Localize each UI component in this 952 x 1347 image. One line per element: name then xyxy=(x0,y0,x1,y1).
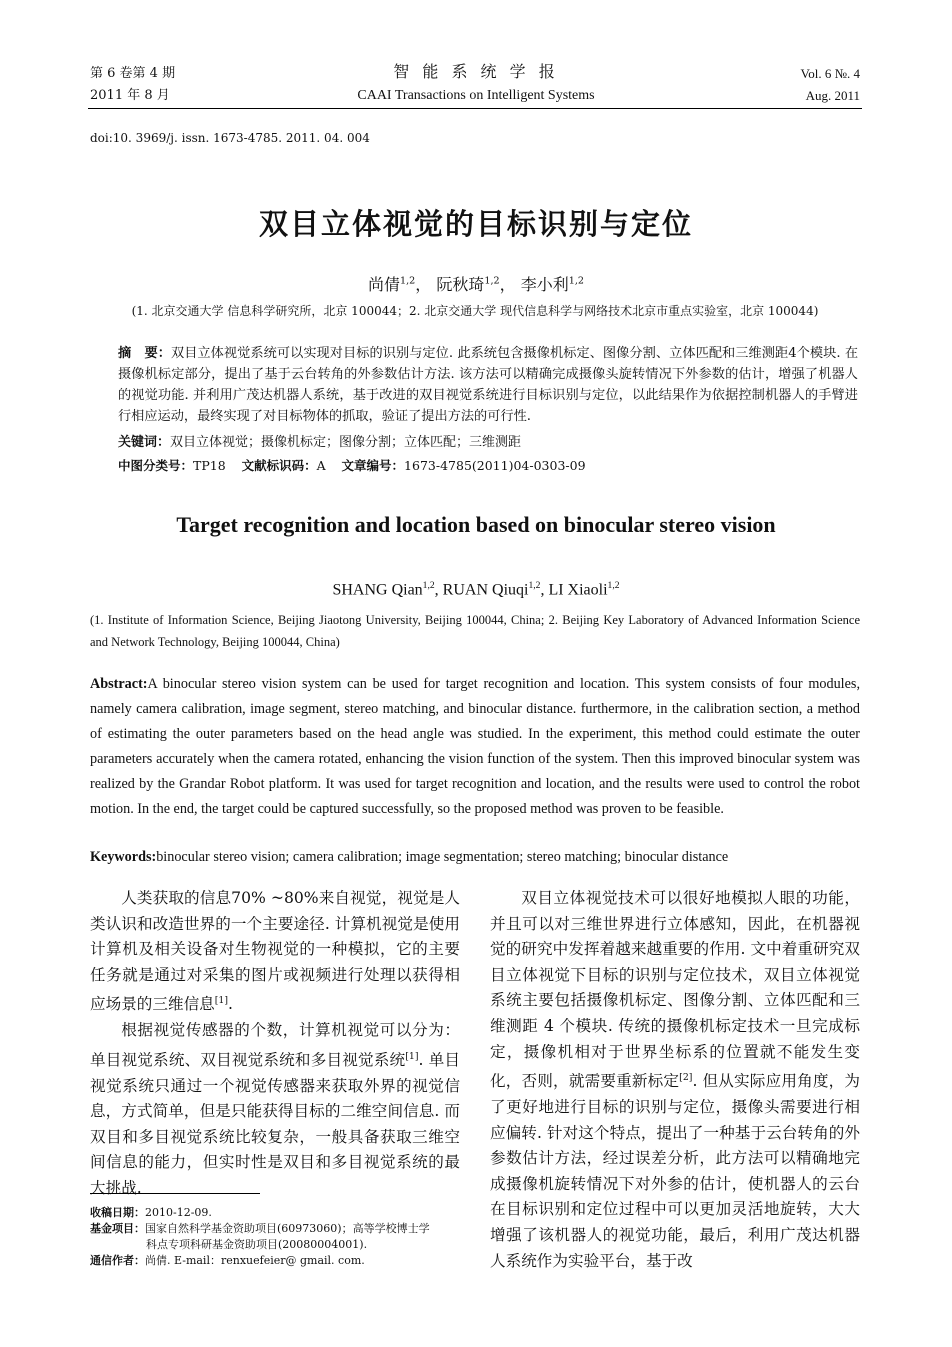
author-3-en: LI Xiaoli xyxy=(548,581,608,599)
header-date-cn: 2011 年 8 月 xyxy=(90,88,170,103)
author-3-en-sup: 1,2 xyxy=(607,580,620,591)
footnote-rule xyxy=(90,1193,260,1194)
author-2-en-sup: 1,2 xyxy=(528,580,541,591)
authors-en: SHANG Qian$^{1,2}$, RUAN Qiuqi$^{1,2}$, LI Xiaoli$^{1,2}$ xyxy=(332,580,620,599)
footnote-received-label: 收稿日期： xyxy=(90,1206,145,1219)
doc-code-label: 文献标识码： xyxy=(241,458,317,473)
citation-ref: [2] xyxy=(679,1072,693,1084)
cls-value: TP18 xyxy=(193,458,226,473)
citation-ref: [1] xyxy=(405,1050,419,1062)
abstract-en xyxy=(90,672,860,822)
body-left-column xyxy=(90,886,460,1202)
footnote-fund-line1: 国家自然科学基金资助项目(60973060)；高等学校博士学 xyxy=(145,1222,430,1235)
author-3-sup: 1,2 xyxy=(568,275,585,287)
footnote-correspondence xyxy=(90,1253,470,1269)
body-text: . 单目视觉系统只通过一个视觉传感器来获取外界的视觉信息，方式简单，但是只能获得目标的二维空间信息. 而双目和多目视觉系统比较复杂，一般具备获取三维空间信息的能力，但实时性是双目和多目视觉系统的最大挑战. xyxy=(90,1050,460,1197)
journal-title-en: CAAI Transactions on Intelligent Systems xyxy=(357,88,595,103)
keywords-cn xyxy=(118,431,858,450)
footnote-corr-label: 通信作者： xyxy=(90,1254,145,1267)
footnote-fund-cont: 科点专项科研基金资助项目(20080004001). xyxy=(146,1238,368,1251)
author-1-en-sup: 1,2 xyxy=(422,580,435,591)
author-3-cn: 李小利 xyxy=(520,275,569,294)
footnote-received-value: 2010-12-09. xyxy=(145,1206,212,1219)
keywords-en-text: binocular stereo vision; camera calibration; image segmentation; stereo matching; binocular distance xyxy=(156,849,729,865)
body-text: 根据视觉传感器的个数，计算机视觉可以分为：单目视觉系统、双目视觉系统和多目视觉系统 xyxy=(90,1021,460,1069)
title-en: Target recognition and location based on binocular stereo vision xyxy=(176,512,776,537)
author-2-en: RUAN Qiuqi xyxy=(442,581,529,599)
cls-label: 中图分类号： xyxy=(118,458,194,473)
keywords-cn-text: 双目立体视觉；摄像机标定；图像分割；立体匹配；三维测距 xyxy=(170,435,522,450)
footnote-fund-label: 基金项目： xyxy=(90,1222,145,1235)
title-cn: 双目立体视觉的目标识别与定位 xyxy=(258,207,693,241)
abstract-cn xyxy=(118,343,858,427)
abstract-en-text: A binocular stereo vision system can be used for target recognition and location. This system consists of four modules, namely camera calibration, image segment, stereo matching, and binocular distance. furthermore, in the calibration section, a method of estimating the outer parameters based on the head angle was studied. In the experiment, this method could estimate the outer parameters accurately when the camera rotated, enhancing the vision function of the system. Then this improved binocular system was realized by the Grandar Robot platform. It was used for target recognition and location, and the results were used to control the robot motion. In the end, the target could be captured successfully, so the proposed method was proven to be feasible. xyxy=(90,676,860,817)
footnote-fund xyxy=(90,1221,470,1237)
header-volume-cn: 第 6 卷第 4 期 xyxy=(90,66,176,81)
header-date-en: Aug. 2011 xyxy=(805,88,860,103)
abstract-cn-text: 双目立体视觉系统可以实现对目标的识别与定位. 此系统包含摄像机标定、图像分割、立体匹配和三维测距4个模块. 在摄像机标定部分，提出了基于云台转角的外参数估计方法. 该方法可以精确完成摄像头旋转情况下外参数的估计，增强了机器人的视觉功能. 并利用广茂达机器人系统，基于改进的双目视觉系统进行目标识别与定位，以此结果作为依据控制机器人的手臂进行相应运动，最终实现了对目标物体的抓取，验证了提出方法的可行性. xyxy=(118,346,859,424)
doc-code-value: A xyxy=(316,458,326,473)
author-2-sup: 1,2 xyxy=(484,275,500,287)
body-text: 人类获取的信息70% ~80%来自视觉，视觉是人类认识和改造世界的一个主要途径. 计算机视觉是使用计算机及相关设备对生物视觉的一种模拟，它的主要任务就是通过对采集的图片或视频进行处理以获得相应场景的三维信息 xyxy=(90,889,460,1014)
article-number-value: 1673-4785(2011)04-0303-09 xyxy=(404,458,586,473)
abstract-en-label: Abstract: xyxy=(90,676,148,692)
affiliation-cn: (1. 北京交通大学 信息科学研究所，北京 100044；2. 北京交通大学 现代信息科学与网络技术北京市重点实验室，北京 100044) xyxy=(131,304,819,318)
abstract-cn-label: 摘 要： xyxy=(118,346,171,361)
doi: doi:10. 3969/j. issn. 1673-4785. 2011. 04. 004 xyxy=(90,131,370,145)
article-number-label: 文章编号： xyxy=(341,458,405,473)
header-volume-en: Vol. 6 №. 4 xyxy=(800,66,860,81)
journal-title-cn: 智 能 系 统 学 报 xyxy=(393,62,559,81)
body-text: . 但从实际应用角度，为了更好地进行目标的识别与定位，摄像头需要进行相应偏转. 针对这个特点，提出了一种基于云台转角的外参数估计方法，经过误差分析，此方法可以精确地完成摄像机旋转情况下对外参的估计，使机器人的云台在目标识别和定位过程中可以更加灵活地旋转，大大增强了该机器人的视觉功能，最后，利用广茂达机器人系统作为实验平台，基于改 xyxy=(490,1072,860,1270)
author-1-sup: 1,2 xyxy=(399,275,416,287)
author-sep: ， xyxy=(499,275,516,294)
header-rule xyxy=(88,108,862,109)
body-text: 双目立体视觉技术可以很好地模拟人眼的功能，并且可以对三维世界进行立体感知，因此，在机器视觉的研究中发挥着越来越重要的作用. 文中着重研究双目立体视觉下目标的识别与定位技术，双目立体视觉系统主要包括摄像机标定、图像分割、立体匹配和三维测距 4 个模块. 传统的摄像机标定技术一旦完成标定，摄像机相对于世界坐标系的位置就不能发生变化，否则，就需要重新标定 xyxy=(490,889,860,1091)
affiliation-en: (1. Institute of Information Science, Beijing Jiaotong University, Beijing 100044, China; 2. Beijing Key Laboratory of Advanced Information Science and Network Technology, Beijing 100044, China) xyxy=(90,613,860,649)
keywords-en-label: Keywords: xyxy=(90,849,157,865)
footnote-corr-value: 尚倩. E-mail：renxuefeier@ gmail. com. xyxy=(145,1254,365,1267)
authors-cn xyxy=(0,272,952,295)
body-paragraph xyxy=(90,886,460,1018)
body-right-column xyxy=(490,886,860,1274)
author-2-cn: 阮秋琦 xyxy=(436,275,485,294)
citation-ref: [1] xyxy=(214,995,229,1007)
keywords-cn-label: 关键词： xyxy=(118,435,171,450)
body-paragraph xyxy=(490,886,860,1274)
classification-line xyxy=(118,456,858,474)
author-1-cn: 尚倩 xyxy=(367,275,400,294)
body-text: . xyxy=(228,995,233,1014)
author-sep: ， xyxy=(415,275,432,294)
keywords-en xyxy=(90,849,860,866)
author-1-en: SHANG Qian xyxy=(332,581,423,599)
body-paragraph xyxy=(90,1018,460,1201)
footnote-received xyxy=(90,1205,470,1221)
